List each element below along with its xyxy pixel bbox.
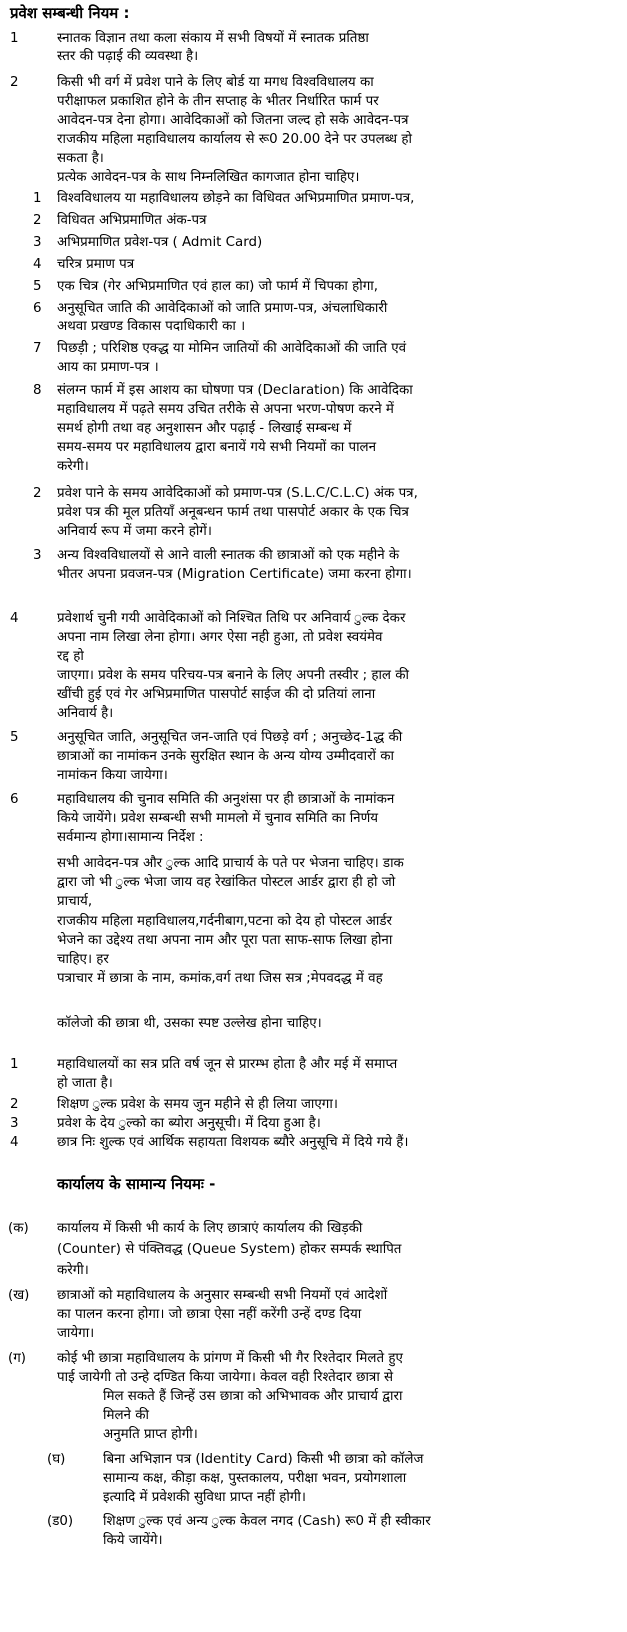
text-line: प्रवेश पाने के समय आवेदिकाओं को प्रमाण-पत्र (S.L.C/C.L.C) अंक पत्र, xyxy=(57,486,418,501)
text-line: संलग्न फार्म में इस आशय का घोषणा पत्र (Declaration) कि आवेदिका xyxy=(57,383,413,398)
text-line: प्रवेश पत्र की मूल प्रतियाँ अनूबन्धन फार्म तथा पासपोर्ट अकार के एक चित्र xyxy=(57,505,409,520)
text-line: कार्यालय में किसी भी कार्य के लिए छात्राएं कार्यालय की खिड़की xyxy=(57,1221,363,1236)
text-line: किये जायेंगे। प्रवेश सम्बन्धी सभी मामलो में चुनाव समिति का निर्णय xyxy=(57,811,379,826)
text-line: अन्य विश्वविधालयों से आने वाली स्नातक की छात्राओं को एक महीने के xyxy=(57,548,400,563)
text-line: 2 xyxy=(33,486,42,501)
text-line: चाहिए। हर xyxy=(57,952,109,967)
text-line: (Counter) से पंक्तिवद्ध (Queue System) होकर सम्पर्क स्थापित xyxy=(57,1242,402,1257)
text-line: अनुमति प्राप्त होगी। xyxy=(103,1427,198,1442)
text-line: 2 xyxy=(10,75,19,90)
text-line: 6 xyxy=(10,792,19,807)
text-line: 7 xyxy=(33,341,42,356)
text-line: 5 xyxy=(33,279,42,294)
text-line: अपना नाम लिखा लेना होगा। अगर ऐसा नही हुआ, तो प्रवेश स्वयंमेव xyxy=(57,630,383,645)
text-line: 1 xyxy=(33,191,42,206)
text-line: विधिवत अभिप्रमाणित अंक-पत्र xyxy=(57,213,207,228)
text-line: नामांकन किया जायेगा। xyxy=(57,768,168,783)
text-line: खींची हुई एवं गेर अभिप्रमाणित पासपोर्ट साईज की दो प्रतियां लाना xyxy=(57,687,376,702)
text-line: 3 xyxy=(33,235,42,250)
text-line: अनुसूचित जाति, अनुसूचित जन-जाति एवं पिछड़े वर्ग ; अनुच्छेद-1द्ध की xyxy=(57,730,403,745)
text-line: अनिवार्य रूप में जमा करने होगें। xyxy=(57,524,212,539)
text-line: परीक्षाफल प्रकाशित होने के तीन सप्ताह के भीतर निर्धारित फार्म पर xyxy=(57,94,379,109)
text-line: कॉलेजो की छात्रा थी, उसका स्पष्ट उल्लेख होना चाहिए। xyxy=(57,1016,322,1031)
text-line: 2 xyxy=(33,213,42,228)
text-line: आय का प्रमाण-पत्र । xyxy=(57,360,159,375)
text-line: शिक्षण ुल्क प्रवेश के समय जुन महीने से ही लिया जाएगा। xyxy=(57,1097,338,1112)
text-line: स्तर की पढ़ाई की व्यवस्था है। xyxy=(57,49,199,64)
text-line: (ख) xyxy=(8,1288,30,1303)
text-line: अभिप्रमाणित प्रवेश-पत्र ( Admit Card) xyxy=(57,235,263,250)
text-line: 3 xyxy=(33,548,42,563)
text-line: द्वारा जो भी ुल्क भेजा जाय वह रेखांकित पोस्टल आर्डर द्वारा ही हो जो xyxy=(57,875,396,890)
text-line: अथवा प्रखण्ड विकास पदाधिकारी का । xyxy=(57,319,246,334)
text-line: का पालन करना होगा। जो छात्रा ऐसा नहीं करेंगी उन्हें दण्ड दिया xyxy=(57,1307,362,1322)
text-line: अनुसूचित जाति की आवेदिकाओं को जाति प्रमाण-पत्र, अंचलाधिकारी xyxy=(57,301,388,316)
text-line: समर्थ होगी तथा वह अनुशासन और पढ़ाई - लिखाई सम्बन्ध में xyxy=(57,421,352,436)
text-line: 1 xyxy=(10,1057,19,1072)
text-line: 8 xyxy=(33,383,42,398)
text-line: छात्र निः शुल्क एवं आर्थिक सहायता विशयक ब्यौरे अनुसूचि में दिये गये हैं। xyxy=(57,1135,409,1150)
text-line: भीतर अपना प्रवजन-पत्र (Migration Certificate) जमा करना होगा। xyxy=(57,567,412,582)
text-line: 1 xyxy=(10,31,19,46)
text-line: राजकीय महिला महाविधालय कार्यालय से रू0 20.00 देने पर उपलब्ध हो xyxy=(57,132,412,147)
text-line: (घ) xyxy=(47,1452,66,1467)
text-line: जाएगा। प्रवेश के समय परिचय-पत्र बनाने के लिए अपनी तस्वीर ; हाल की xyxy=(57,668,410,683)
text-line: 4 xyxy=(10,1135,19,1150)
text-line: हो जाता है। xyxy=(57,1076,113,1091)
text-line: 4 xyxy=(33,257,42,272)
section-heading: प्रवेश सम्बन्धी नियम : xyxy=(10,4,130,22)
text-line: 2 xyxy=(10,1097,19,1112)
text-line: शिक्षण ुल्क एवं अन्य ुल्क केवल नगद (Cash) रू0 में ही स्वीकार xyxy=(103,1514,431,1529)
text-line: महाविधालय की चुनाव समिति की अनुशंसा पर ही छात्राओं के नामांकन xyxy=(57,792,395,807)
text-line: किसी भी वर्ग में प्रवेश पाने के लिए बोर्ड या मगध विश्वविधालय का xyxy=(57,75,374,90)
text-line: प्रवेशार्थ चुनी गयी आवेदिकाओं को निश्चित तिथि पर अनिवार्य ुल्क देकर xyxy=(57,611,406,626)
text-line: चरित्र प्रमाण पत्र xyxy=(57,257,135,272)
text-line: मिल सकते हैं जिन्हें उस छात्रा को अभिभावक और प्राचार्य द्वारा xyxy=(103,1389,403,1404)
text-line: किये जायेंगे। xyxy=(103,1533,163,1548)
text-line: समय-समय पर महाविधालय द्वारा बनायें गये सभी नियमों का पालन xyxy=(57,440,377,455)
text-line: छात्राओं को महाविधालय के अनुसार सम्बन्धी सभी नियमों एवं आदेशों xyxy=(57,1288,388,1303)
text-line: भेजने का उद्देश्य तथा अपना नाम और पूरा पता साफ-साफ लिखा होना xyxy=(57,933,393,948)
text-line: (ड0) xyxy=(47,1514,74,1529)
text-line: स्नातक विज्ञान तथा कला संकाय में सभी विषयों में स्नातक प्रतिष्ठा xyxy=(57,31,369,46)
text-line: सभी आवेदन-पत्र और ुल्क आदि प्राचार्य के पते पर भेजना चाहिए। डाक xyxy=(57,856,404,871)
text-line: (क) xyxy=(8,1221,29,1236)
text-line: महाविधालय में पढ़ते समय उचित तरीके से अपना भरण-पोषण करने में xyxy=(57,402,394,417)
text-line: इत्यादि में प्रवेशकी सुविधा प्राप्त नहीं होगी। xyxy=(103,1490,306,1505)
text-line: प्रवेश के देय ुल्को का ब्योरा अनुसूची। में दिया हुआ है। xyxy=(57,1116,321,1131)
text-line: जायेगा। xyxy=(57,1326,95,1341)
text-line: सामान्य कक्ष, कीड़ा कक्ष, पुस्तकालय, परीक्षा भवन, प्रयोगशाला xyxy=(103,1471,407,1486)
text-line: अनिवार्य है। xyxy=(57,706,114,721)
text-line: राजकीय महिला महाविधालय,गर्दनीबाग,पटना को देय हो पोस्टल आर्डर xyxy=(57,914,392,929)
text-line: प्रत्येक आवेदन-पत्र के साथ निम्नलिखित कागजात होना चाहिए। xyxy=(57,170,360,185)
text-line: प्राचार्य, xyxy=(57,894,93,909)
text-line: बिना अभिज्ञान पत्र (Identity Card) किसी भी छात्रा को कॉलेज xyxy=(103,1452,424,1467)
text-line: 4 xyxy=(10,611,19,626)
text-line: कोई भी छात्रा महाविधालय के प्रांगण में किसी भी गैर रिश्तेदार मिलते हुए xyxy=(57,1351,403,1366)
section-heading: कार्यालय के सामान्य नियमः - xyxy=(57,1175,216,1193)
text-line: करेगी। xyxy=(57,459,89,474)
text-line: विश्वविधालय या महाविधालय छोड़ने का विधिवत अभिप्रमाणित प्रमाण-पत्र, xyxy=(57,191,415,206)
text-line: सकता है। xyxy=(57,151,104,166)
text-line: रद्द हो xyxy=(57,649,84,664)
text-line: एक चित्र (गेर अभिप्रमाणित एवं हाल का) जो फार्म में चिपका होगा, xyxy=(57,279,378,294)
text-line: छात्राओं का नामांकन उनके सुरक्षित स्थान के अन्य योग्य उम्मीदवारों का xyxy=(57,749,395,764)
text-line: 5 xyxy=(10,730,19,745)
text-line: आवेदन-पत्र देना होगा। आवेदिकाओं को जितना जल्द हो सके आवेदन-पत्र xyxy=(57,113,409,128)
text-line: करेगी। xyxy=(57,1263,89,1278)
text-line: 6 xyxy=(33,301,42,316)
text-line: पिछड़ी ; परिशिष्ठ एक्द्ध या मोमिन जातियों की आवेदिकाओं की जाति एवं xyxy=(57,341,407,356)
text-line: मिलने की xyxy=(103,1408,149,1423)
text-line: पाई जायेगी तो उन्हे दण्डित किया जायेगा। केवल वही रिश्तेदार छात्रा से xyxy=(57,1370,394,1385)
text-line: महाविधालयों का सत्र प्रति वर्ष जून से प्रारम्भ होता है और मई में समाप्त xyxy=(57,1057,398,1072)
text-line: 3 xyxy=(10,1116,19,1131)
text-line: पत्राचार में छात्रा के नाम, कमांक,वर्ग तथा जिस सत्र ;मेपवदद्ध में वह xyxy=(57,971,383,986)
text-line: (ग) xyxy=(8,1351,26,1366)
text-line: सर्वमान्य होगा।सामान्य निर्देश : xyxy=(57,830,204,845)
